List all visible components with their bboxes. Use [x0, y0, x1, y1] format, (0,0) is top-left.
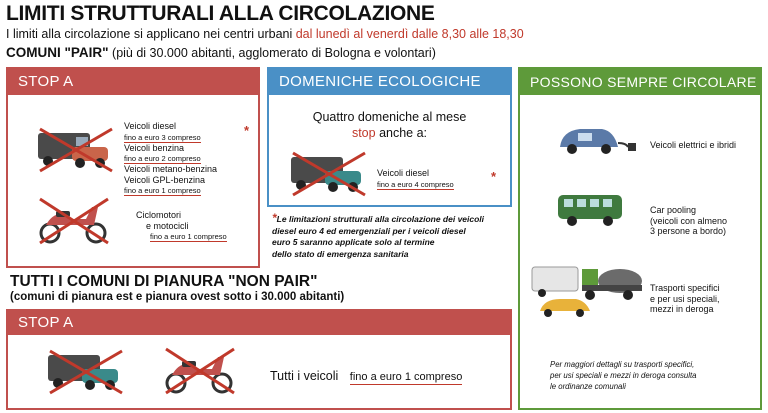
dettagli-line2: per usi speciali e mezzi in deroga consulta [550, 371, 697, 380]
sempre-header: POSSONO SEMPRE CIRCOLARE [520, 69, 760, 95]
carpool-detail1: (veicoli con almeno [650, 215, 728, 226]
motocicli-label: e motocicli [146, 220, 189, 231]
carpool-label: Car pooling [650, 205, 697, 215]
moto-group [136, 210, 227, 242]
domeniche-panel [267, 67, 512, 207]
non-pair-title: TUTTI I COMUNI DI PIANURA "NON PAIR" [10, 273, 318, 290]
stop-b-panel [6, 309, 512, 410]
dettagli-line3: le ordinanze comunali [550, 382, 626, 391]
crossed-moped-icon [162, 345, 238, 395]
stop-b-header: STOP A [8, 311, 510, 335]
metano-label: Veicoli metano-benzina [124, 164, 218, 174]
carpool-group [650, 205, 727, 237]
crossed-van-car-icon [46, 349, 126, 395]
trasporti-detail1: e per usi speciali, [650, 293, 720, 304]
subtitle-start: I limiti alla circolazione si applicano nei centri urbani [6, 27, 296, 41]
crossed-van-car-icon [36, 127, 116, 173]
tutti-euro: fino a euro 1 compreso [349, 371, 463, 383]
note-line4: dello stato di emergenza sanitaria [272, 248, 409, 259]
diesel-group [124, 121, 217, 196]
non-pair-subtitle: (comuni di pianura est e pianura ovest sotto i 30.000 abitanti) [10, 291, 345, 303]
diesel-euro: fino a euro 3 compreso [124, 132, 201, 142]
note-line1-text: Le limitazioni strutturali alla circolazione dei veicoli [276, 214, 485, 224]
stop-word: stop [351, 126, 376, 140]
tutti-group [270, 369, 462, 385]
trasporti-label: Trasporti specifici [650, 283, 720, 293]
page-title: LIMITI STRUTTURALI ALLA CIRCOLAZIONE [6, 2, 435, 25]
domeniche-line1: Quattro domeniche al mese [312, 110, 467, 124]
crossed-van-car-icon [289, 151, 369, 197]
special-vehicles-icon [528, 263, 648, 323]
ciclomotori-label: Ciclomotori [136, 210, 182, 220]
elettrici-label: Veicoli elettrici e ibridi [650, 140, 737, 150]
benzina-label: Veicoli benzina [124, 142, 185, 153]
metano-euro: fino a euro 1 compreso [124, 186, 201, 195]
dettagli-note [550, 359, 697, 392]
comuni-pair-label: COMUNI "PAIR" [6, 45, 109, 60]
asterisk-mark: * [491, 169, 497, 184]
diesel-label: Veicoli diesel [124, 121, 177, 131]
note-line1 [272, 213, 484, 226]
domeniche-line2-rest: anche a: [375, 126, 428, 140]
electric-car-icon [554, 123, 640, 157]
gpl-label: Veicoli GPL-benzina [124, 174, 206, 185]
note-line3: euro 5 saranno applicate solo al termine [272, 237, 435, 247]
dom-diesel-label: Veicoli diesel [377, 168, 430, 178]
trasporti-detail2: mezzi in deroga [650, 304, 714, 314]
comuni-pair-heading [6, 45, 436, 60]
carpool-detail2: 3 persone a bordo) [650, 226, 727, 236]
stop-a-header: STOP A [8, 69, 258, 95]
trasporti-group [650, 283, 720, 315]
domeniche-line2 [269, 125, 510, 141]
note-line2: diesel euro 4 ed emergenziali per i veicoli diesel [272, 225, 466, 236]
subtitle-timeframe: dal lunedì al venerdì dalle 8,30 alle 18,30 [295, 27, 524, 41]
dettagli-line1: Per maggiori dettagli su trasporti specifici, [550, 360, 695, 369]
note-asterisk: * [272, 211, 277, 225]
dom-diesel-group [377, 168, 454, 190]
sempre-panel [518, 67, 762, 410]
asterisk-mark: * [244, 123, 250, 138]
domeniche-header: DOMENICHE ECOLOGICHE [269, 69, 510, 95]
domeniche-text [269, 109, 510, 141]
comuni-pair-detail: (più di 30.000 abitanti, agglomerato di Bologna e volontari) [108, 46, 436, 60]
crossed-moped-icon [36, 195, 112, 245]
dom-diesel-euro: fino a euro 4 compreso [377, 179, 454, 189]
tutti-label: Tutti i veicoli [270, 369, 339, 383]
emergency-note [272, 213, 484, 260]
subtitle [6, 27, 524, 41]
benzina-euro: fino a euro 2 compreso [124, 154, 201, 163]
carpool-van-icon [556, 191, 626, 227]
stop-a-panel [6, 67, 260, 268]
ciclo-euro: fino a euro 1 compreso [150, 232, 227, 241]
